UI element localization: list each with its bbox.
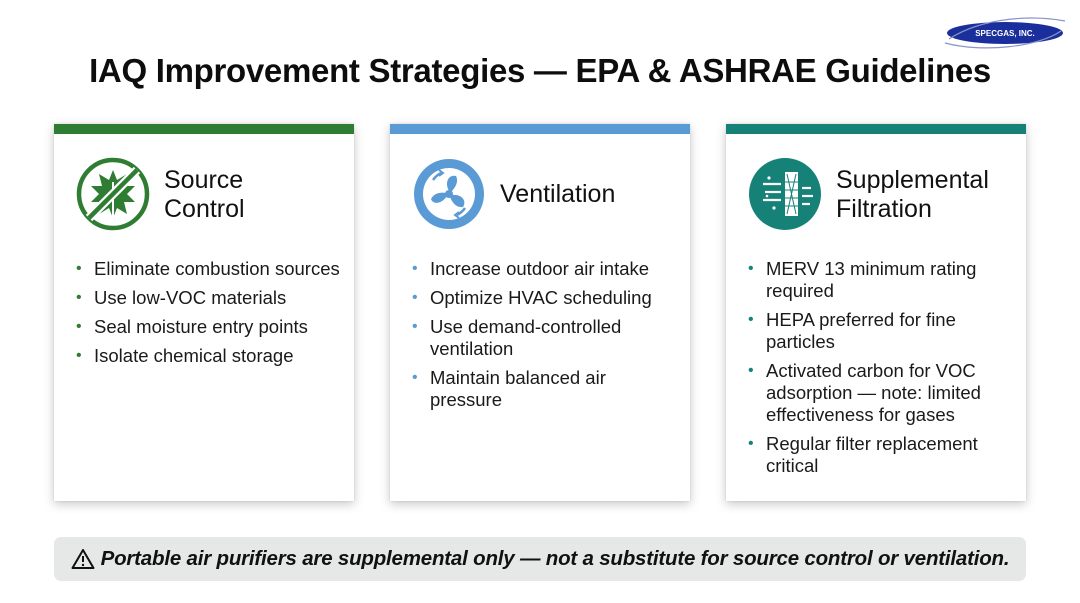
card-heading-line1: Source [164, 166, 244, 194]
list-item-text: Isolate chemical storage [94, 345, 294, 366]
bullet-list [408, 258, 678, 418]
list-item: • Use demand-controlled ventilation [412, 316, 622, 359]
card-ventilation [390, 124, 690, 501]
no-leaf-icon [75, 156, 151, 232]
warning-icon [71, 548, 95, 570]
card-heading [500, 180, 685, 209]
page-title: IAQ Improvement Strategies — EPA & ASHRAE Guidelines [89, 52, 991, 89]
card-heading-line2: Control [164, 195, 245, 223]
list-item-text: Seal moisture entry points [94, 316, 308, 337]
list-item-text: MERV 13 minimum rating required [766, 258, 977, 301]
bullet-list [72, 258, 342, 374]
bullet-list [744, 258, 1014, 484]
list-item-text: Maintain balanced air pressure [430, 367, 606, 410]
notice-text: Portable air purifiers are supplemental only — not a substitute for source control or ventilation. [100, 547, 1010, 570]
list-item: • Use low-VOC materials [76, 287, 287, 308]
list-item: • Seal moisture entry points [76, 316, 308, 337]
list-item: • Optimize HVAC scheduling [412, 287, 652, 308]
list-item-text: Activated carbon for VOC adsorption — note: limited effectiveness for gases [766, 360, 981, 425]
card-heading-line1: Ventilation [500, 180, 616, 208]
list-item-text: Increase outdoor air intake [430, 258, 650, 279]
company-logo [943, 13, 1067, 53]
list-item-text: HEPA preferred for fine particles [766, 309, 956, 352]
list-item: • Regular filter replacement critical [748, 433, 978, 476]
card-heading-line2: Filtration [836, 195, 932, 223]
card-heading [164, 166, 349, 224]
fan-icon [411, 156, 487, 232]
list-item: • Increase outdoor air intake [412, 258, 650, 279]
notice-banner [54, 537, 1026, 581]
list-item: • Activated carbon for VOC adsorption — note: limited effectiveness for gases [748, 360, 981, 425]
list-item: • Maintain balanced air pressure [412, 367, 606, 410]
card-accent-bar [390, 124, 690, 134]
card-source-control [54, 124, 354, 501]
list-item: • Eliminate combustion sources [76, 258, 340, 279]
card-accent-bar [54, 124, 354, 134]
list-item-text: Regular filter replacement critical [766, 433, 978, 476]
list-item-text: Optimize HVAC scheduling [430, 287, 652, 308]
card-accent-bar [726, 124, 1026, 134]
logo-text: SPECGAS, INC. [975, 29, 1035, 38]
air-filter-icon [747, 156, 823, 232]
list-item-text: Use low-VOC materials [94, 287, 287, 308]
list-item-text: Eliminate combustion sources [94, 258, 340, 279]
card-supplemental-filtration [726, 124, 1026, 501]
card-heading-line1: Supplemental [836, 166, 989, 194]
list-item: • MERV 13 minimum rating required [748, 258, 977, 301]
list-item-text: Use demand-controlled ventilation [430, 316, 622, 359]
card-heading [836, 166, 1021, 224]
list-item: • Isolate chemical storage [76, 345, 294, 366]
list-item: • HEPA preferred for fine particles [748, 309, 956, 352]
